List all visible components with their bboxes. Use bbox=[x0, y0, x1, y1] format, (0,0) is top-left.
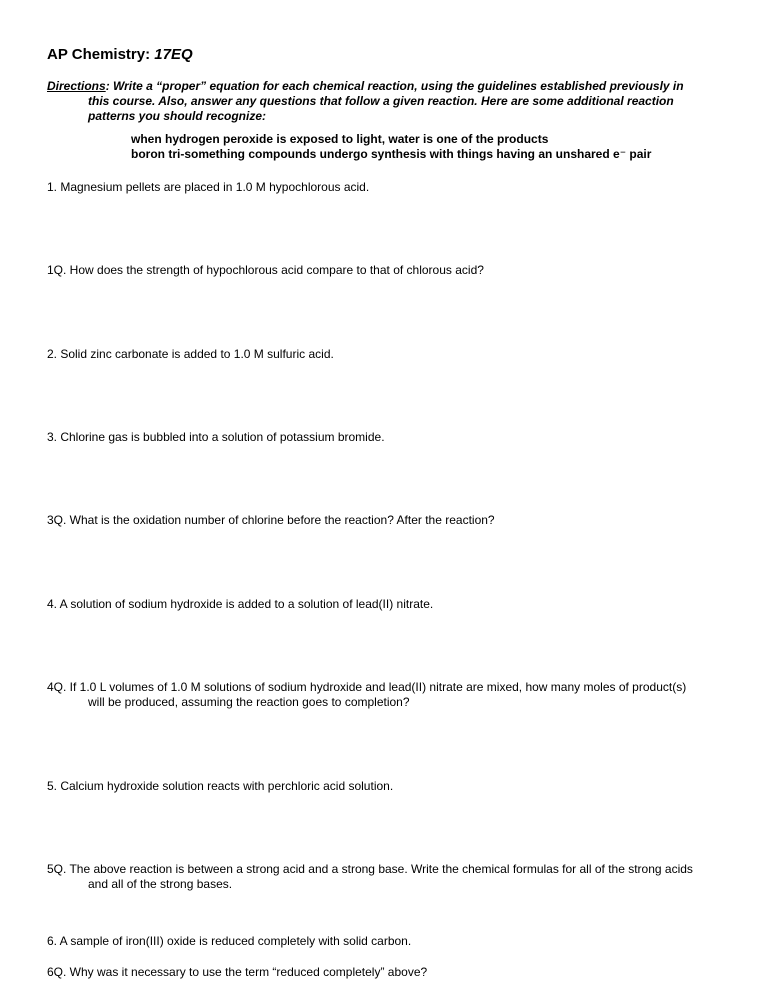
directions-text-1: : Write a “proper” equation for each chemical reaction, using the guidelines established previously in bbox=[105, 79, 684, 93]
question-5q bbox=[47, 862, 693, 892]
question-text: 4. A solution of sodium hydroxide is added to a solution of lead(II) nitrate. bbox=[47, 597, 434, 611]
directions-line-1 bbox=[47, 79, 727, 94]
question-text-line-1: 5Q. The above reaction is between a strong acid and a strong base. Write the chemical formulas for all of the strong acids bbox=[47, 862, 693, 876]
question-1 bbox=[47, 180, 369, 195]
question-4q bbox=[47, 680, 686, 710]
question-text: 5. Calcium hydroxide solution reacts with perchloric acid solution. bbox=[47, 779, 394, 793]
question-text-line-2: will be produced, assuming the reaction goes to completion? bbox=[88, 695, 410, 709]
question-6 bbox=[47, 934, 411, 949]
question-4 bbox=[47, 597, 433, 612]
question-text: 2. Solid zinc carbonate is added to 1.0 M sulfuric acid. bbox=[47, 347, 334, 361]
directions-paragraph bbox=[47, 79, 727, 124]
question-text: 1Q. How does the strength of hypochlorous acid compare to that of chlorous acid? bbox=[47, 263, 484, 277]
question-3 bbox=[47, 430, 385, 445]
question-text: 6. A sample of iron(III) oxide is reduced completely with solid carbon. bbox=[47, 934, 412, 948]
question-text-line-2: and all of the strong bases. bbox=[88, 877, 233, 891]
directions-label: Directions bbox=[47, 79, 106, 93]
directions-line-3: patterns you should recognize: bbox=[88, 109, 267, 123]
question-text: 3. Chlorine gas is bubbled into a solution of potassium bromide. bbox=[47, 430, 385, 444]
reaction-pattern-item: when hydrogen peroxide is exposed to light, water is one of the products bbox=[131, 132, 549, 146]
reaction-pattern-item: boron tri-something compounds undergo synthesis with things having an unshared e⁻ pair bbox=[131, 147, 652, 161]
question-1q bbox=[47, 263, 484, 278]
question-text-line-1: 4Q. If 1.0 L volumes of 1.0 M solutions of sodium hydroxide and lead(II) nitrate are mixed, how many moles of product(s) bbox=[47, 680, 687, 694]
reaction-patterns-list bbox=[131, 132, 651, 162]
question-6q bbox=[47, 965, 427, 980]
page-title bbox=[47, 46, 193, 63]
question-text: 3Q. What is the oxidation number of chlorine before the reaction? After the reaction? bbox=[47, 513, 495, 527]
question-text: 1. Magnesium pellets are placed in 1.0 M hypochlorous acid. bbox=[47, 180, 370, 194]
directions-line-2: this course. Also, answer any questions that follow a given reaction. Here are some additional reaction bbox=[88, 94, 674, 108]
title-assignment-code: 17EQ bbox=[154, 46, 193, 63]
question-5 bbox=[47, 779, 393, 794]
title-course: AP Chemistry: bbox=[47, 46, 155, 63]
question-3q bbox=[47, 513, 495, 528]
question-text: 6Q. Why was it necessary to use the term “reduced completely” above? bbox=[47, 965, 428, 979]
question-2 bbox=[47, 347, 334, 362]
